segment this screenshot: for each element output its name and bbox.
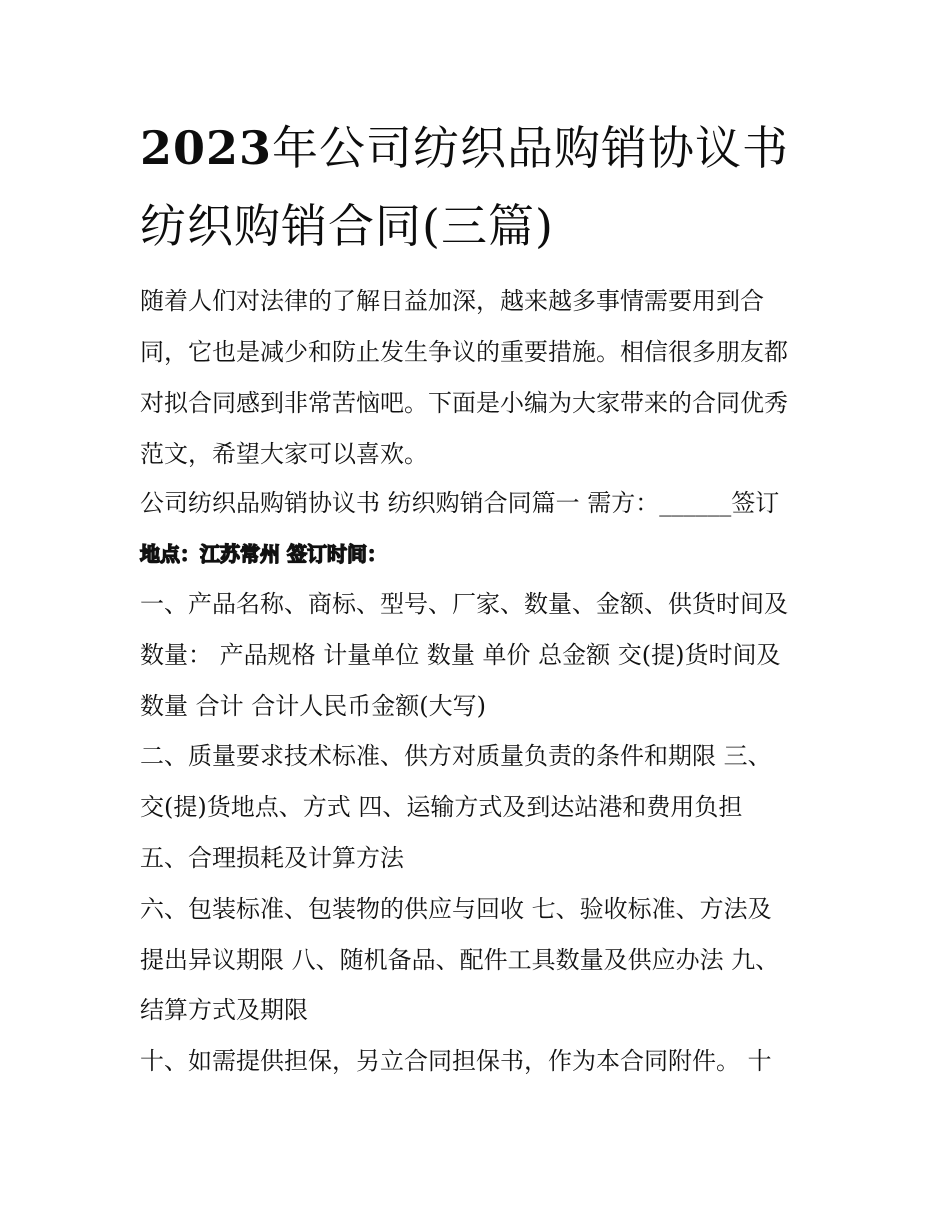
document-title-line-2: 纺织购销合同(三篇) bbox=[140, 199, 554, 253]
intro-line-1: 随着人们对法律的了解日益加深，越来越多事情需要用到合 bbox=[140, 287, 764, 315]
clause-line-10: 十、如需提供担保，另立合同担保书，作为本合同附件。 十 bbox=[140, 1047, 772, 1075]
clause-line-6: 五、合理损耗及计算方法 bbox=[140, 844, 404, 872]
signing-location-line: 地点：江苏常州 签订时间： bbox=[140, 542, 387, 566]
clause-line-3: 数量 合计 合计人民币金额(大写) bbox=[140, 692, 486, 720]
intro-line-4: 范文，希望大家可以喜欢。 bbox=[140, 440, 428, 468]
document-title-line-1 bbox=[140, 118, 840, 178]
clause-line-5: 交(提)货地点、方式 四、运输方式及到达站港和费用负担 bbox=[140, 793, 743, 821]
section-heading-line: 公司纺织品购销协议书 纺织购销合同篇一 需方：______签订 bbox=[140, 489, 780, 517]
clause-line-7: 六、包装标准、包装物的供应与回收 七、验收标准、方法及 bbox=[140, 895, 772, 923]
clause-line-1: 一、产品名称、商标、型号、厂家、数量、金额、供货时间及 bbox=[140, 590, 788, 618]
clause-line-2: 数量： 产品规格 计量单位 数量 单价 总金额 交(提)货时间及 bbox=[140, 641, 781, 669]
intro-line-2: 同，它也是减少和防止发生争议的重要措施。相信很多朋友都 bbox=[140, 338, 788, 366]
clause-line-4: 二、质量要求技术标准、供方对质量负责的条件和期限 三、 bbox=[140, 742, 772, 770]
title-year: 2023 bbox=[140, 121, 273, 175]
clause-line-8: 提出异议期限 八、随机备品、配件工具数量及供应办法 九、 bbox=[140, 946, 780, 974]
title-text: 年公司纺织品购销协议书 bbox=[272, 121, 790, 175]
intro-line-3: 对拟合同感到非常苦恼吧。下面是小编为大家带来的合同优秀 bbox=[140, 389, 788, 417]
clause-line-9: 结算方式及期限 bbox=[140, 996, 308, 1024]
